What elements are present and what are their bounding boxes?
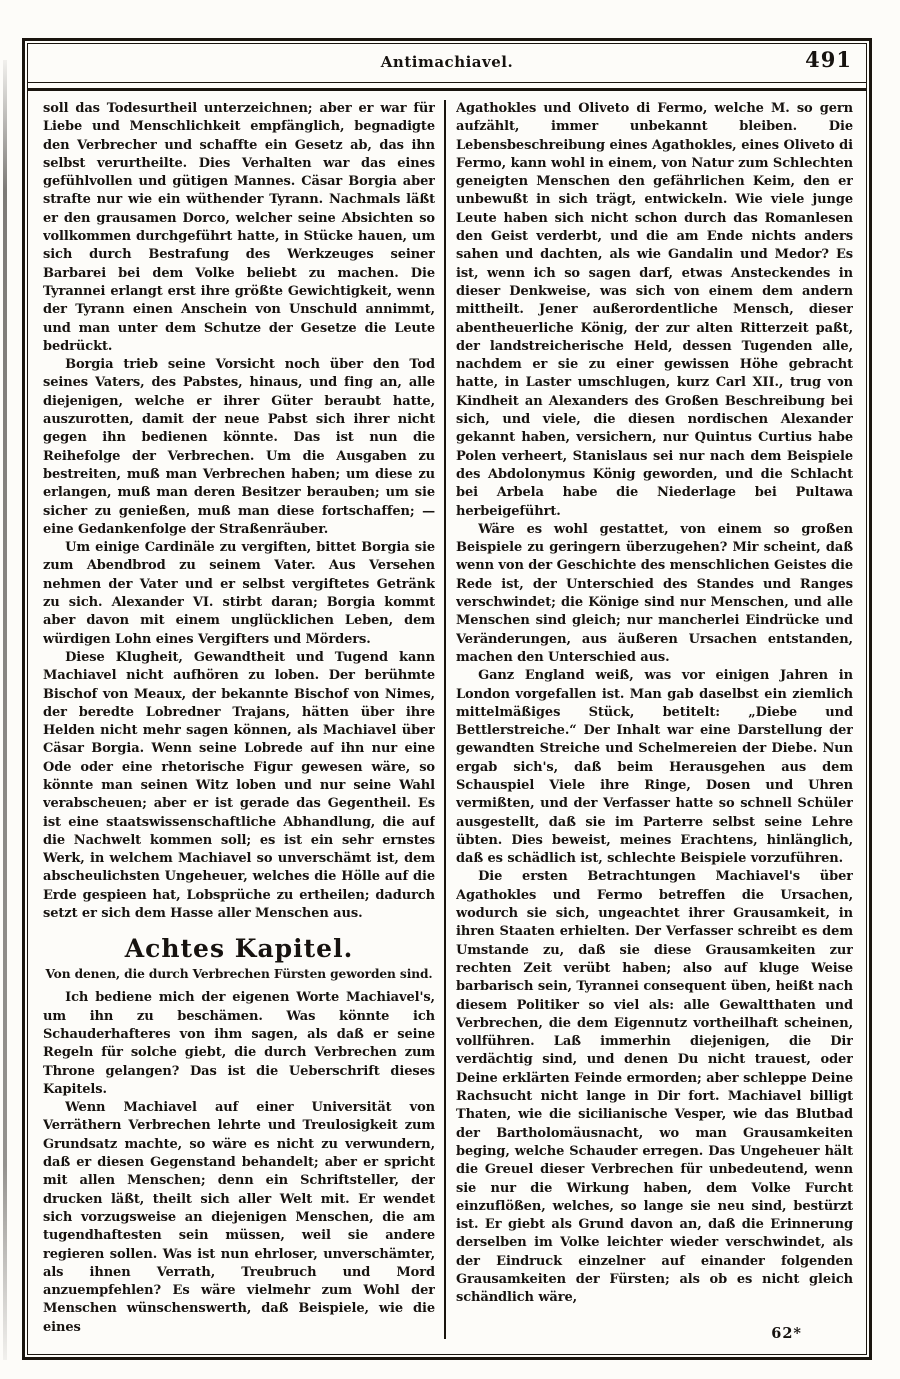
paragraph: Borgia trieb seine Vorsicht noch über den Tod seines Vaters, des Pabstes, hinaus, und fing an, alle diejenigen, welche er ihrer Güter beraubt hatte, auszurotten, damit der neue Pabst sich ihrer nicht gegen ihn bedienen könnte. Das ist nun die Reihefolge der Verbrechen. Um die Ausgaben zu bestreiten, muß man Verbrechen haben; um diese zu erlangen, muß man deren Besitzer berauben; um sie sicher zu genießen, muß man diese fortschaffen; — eine Gedankenfolge der Straßenräuber. — [43, 357, 435, 537]
left-column — [43, 100, 435, 1339]
scan-gutter-shadow — [3, 60, 7, 1360]
paragraph: Die ersten Betrachtungen Machiavel's über Agathokles und Fermo betreffen die Ursachen, wodurch sie sich, ungeachtet ihrer Grausamkeit, in ihren Staaten erhielten. Der Verfasser schreibt es dem Umstande zu, daß sie diese Grausamkeiten zur rechten Zeit verübt haben; also auf kluge Weise barbarisch sein, Tyrannei consequent üben, heißt nach diesem Politiker so viel als: alle Gewaltthaten und Verbrechen, die dem Eigennutz vortheilhaft scheinen, vollführen. Laß immerhin diejenigen, die Dir verdächtig sind, und denen Du nicht trauest, oder Deine erklärten Feinde ermorden; aber schleppe Deine Rachsucht nicht lange in Dir fort. Machiavel billigt Thaten, wie die sicilianische Vesper, wie das Blutbad der Bartholomäusnacht, wo man Grausamkeiten beging, welche Schauder erregen. Das Ungeheuer hält die Greuel dieser Verbrechen für unbedeutend, wenn sie nur die Wirkung haben, dem Volke Furcht einzuflößen, welches, so lange sie neu sind, bestürzt ist. Er giebt als Grund davon an, daß die Erinnerung derselben im Volke leichter wieder verschwindet, als der Eindruck einzelner auf einander folgenden Grausamkeiten der Fürsten; als ob es nicht gleich schändlich wäre, — [456, 869, 853, 1306]
page-border-frame-inner — [27, 43, 867, 1355]
page-number: 491 — [805, 47, 852, 72]
right-column — [456, 100, 853, 1339]
paragraph: Ich bediene mich der eigenen Worte Machiavel's, um ihn zu beschämen. Was könnte ich Schauderhafteres von ihm sagen, als daß er seine Regeln für solche giebt, die durch Verbrechen zum Throne gelangen? Das ist die Ueberschrift dieses Kapitels. — [43, 990, 435, 1097]
chapter-subtitle: Von denen, die durch Verbrechen Fürsten geworden sind. — [45, 967, 433, 982]
paragraph: Um einige Cardinäle zu vergiften, bittet Borgia sie zum Abendbrod zu seinem Vater. Aus Versehen nehmen der Vater und er selbst vergiftetes Getränk zu sich. Alexander VI. stirbt daran; Borgia kommt aber davon mit einem unglücklichen Leben, dem würdigen Lohn eines Vergifters und Mörders. — [43, 540, 435, 647]
column-divider-rule — [444, 100, 446, 1339]
running-head — [28, 44, 866, 82]
paragraph: Wenn Machiavel auf einer Universität von Verräthern Verbrechen lehrte und Treulosigkeit zum Grundsatz machte, so wäre es nicht zu verwundern, daß er diesen Gegenstand behandelt; aber er spricht mit allen Menschen; denn ein Schriftsteller, der drucken läßt, theilt sich aller Welt mit. Er wendet sich vorzugsweise an diejenigen Menschen, die am tugendhaftesten sein müssen, weil sie andere regieren sollen. Was ist nun ehrloser, unverschämter, als ihnen Verrath, Treubruch und Mord anzuempfehlen? Es wäre vielmehr zum Wohl der Menschen wünschenswerth, daß Beispiele, wie die eines — [43, 1100, 435, 1335]
paragraph: Diese Klugheit, Gewandtheit und Tugend kann Machiavel nicht aufhören zu loben. Der berühmte Bischof von Meaux, der bekannte Bischof von Nimes, der beredte Lobredner Trajans, hätten über ihre Helden nicht mehr sagen können, als Machiavel über Cäsar Borgia. Wenn seine Lobrede auf ihn nur eine Ode oder eine rhetorische Figur gewesen wäre, so könnte man seinen Witz loben und nur seine Wahl verabscheuen; aber er ist gerade das Gegentheil. Es ist eine staatswissenschaftliche Abhandlung, die auf die Nachwelt kommen soll; es ist ein sehr ernstes Werk, in welchem Machiavel so unverschämt ist, dem abscheulichsten Ungeheuer, welches die Hölle auf die Erde gespieen hat, Lobsprüche zu ertheilen; dadurch setzt er sich dem Hasse aller Menschen aus. — [43, 649, 435, 922]
header-double-rule — [28, 82, 866, 91]
paragraph: Agathokles und Oliveto di Fermo, welche M. so gern aufzählt, immer unbekannt bleiben. Die Lebensbeschreibung eines Agathokles, eines Oliveto di Fermo, kann wohl in einem, von Natur zum Schlechten geneigten Menschen den gefährlichen Keim, den er unbewußt in sich trägt, entwickeln. Wie viele junge Leute haben sich nicht schon durch das Romanlesen den Geist verderbt, und die am Ende nichts anders sahen und dachten, als wie Gandalin und Medor? Es ist, wenn ich so sagen darf, etwas Ansteckendes in dieser Denkweise, was sich von einem dem andern mittheilt. Jener außerordentliche Mensch, dieser abentheuerliche König, der zur alten Ritterzeit paßt, der landstreicherische Held, dessen Tugenden alle, nachdem er sie zu einer gewissen Höhe gebracht hatte, in Laster umschlugen, kurz Carl XII., trug von Kindheit an Alexanders des Großen Beschreibung bei sich, und viele, die diesen nordischen Alexander gekannt haben, versichern, nur Quintus Curtius habe Polen verheert, Stanislaus sei nur nach dem Beispiele des Abdolonymus König geworden, und die Schlacht bei Arbela habe die Niederlage bei Pultawa herbeigeführt. — [456, 101, 853, 519]
paragraph: soll das Todesurtheil unterzeichnen; aber er war für Liebe und Menschlichkeit empfänglich, begnadigte den Verbrecher und schaffte ein Gesetz ab, das ihn selbst verurtheilte. Dies Verhalten war das eines gefühlvollen und gütigen Mannes. Cäsar Borgia aber strafte nur wie ein wüthender Tyrann. Nachmals läßt er den grausamen Dorco, welcher seine Absichten so vollkommen durchgeführt hatte, in Stücke hauen, um sich durch Bestrafung des Werkzeuges seiner Barbarei bei dem Volke beliebt zu machen. Die Tyrannei erlangt erst ihre größte Gewichtigkeit, wenn der Tyrann einen Anschein von Unschuld annimmt, und man unter dem Schutze der Gesetze die Leute bedrückt. — [43, 101, 435, 354]
paragraph: Ganz England weiß, was vor einigen Jahren in London vorgefallen ist. Man gab daselbst ein ziemlich mittelmäßiges Stück, betitelt: „Diebe und Bettlerstreiche.“ Der Inhalt war eine Darstellung der gewandten Streiche und Schelmereien der Diebe. Nun ergab sich's, daß beim Herausgehen aus dem Schauspiel Viele ihre Ringe, Dosen und Uhren vermißten, und der Verfasser hatte so schnell Schüler ausgestellt, daß sie im Parterre selbst seine Lehre übten. Dies beweist, meines Erachtens, hinlänglich, daß es schädlich ist, schlechte Beispiele vorzuführen. — [456, 668, 853, 867]
chapter-title: Achtes Kapitel. — [124, 934, 354, 964]
paragraph: Wäre es wohl gestattet, von einem so großen Beispiele zu geringern überzugehen? Mir scheint, daß wenn von der Geschichte des menschlichen Geistes die Rede ist, der Unterschied des Standes und Ranges verschwindet; die Könige sind nur Menschen, und alle Menschen sind gleich; nur mancherlei Eindrücke und Veränderungen, aus äußeren Ursachen entstanden, machen den Unterschied aus. — [456, 521, 853, 665]
running-head-title: Antimachiavel. — [380, 53, 514, 71]
page-border-frame — [22, 38, 872, 1360]
text-body — [28, 91, 866, 1339]
signature-mark: 62* — [771, 1325, 802, 1342]
